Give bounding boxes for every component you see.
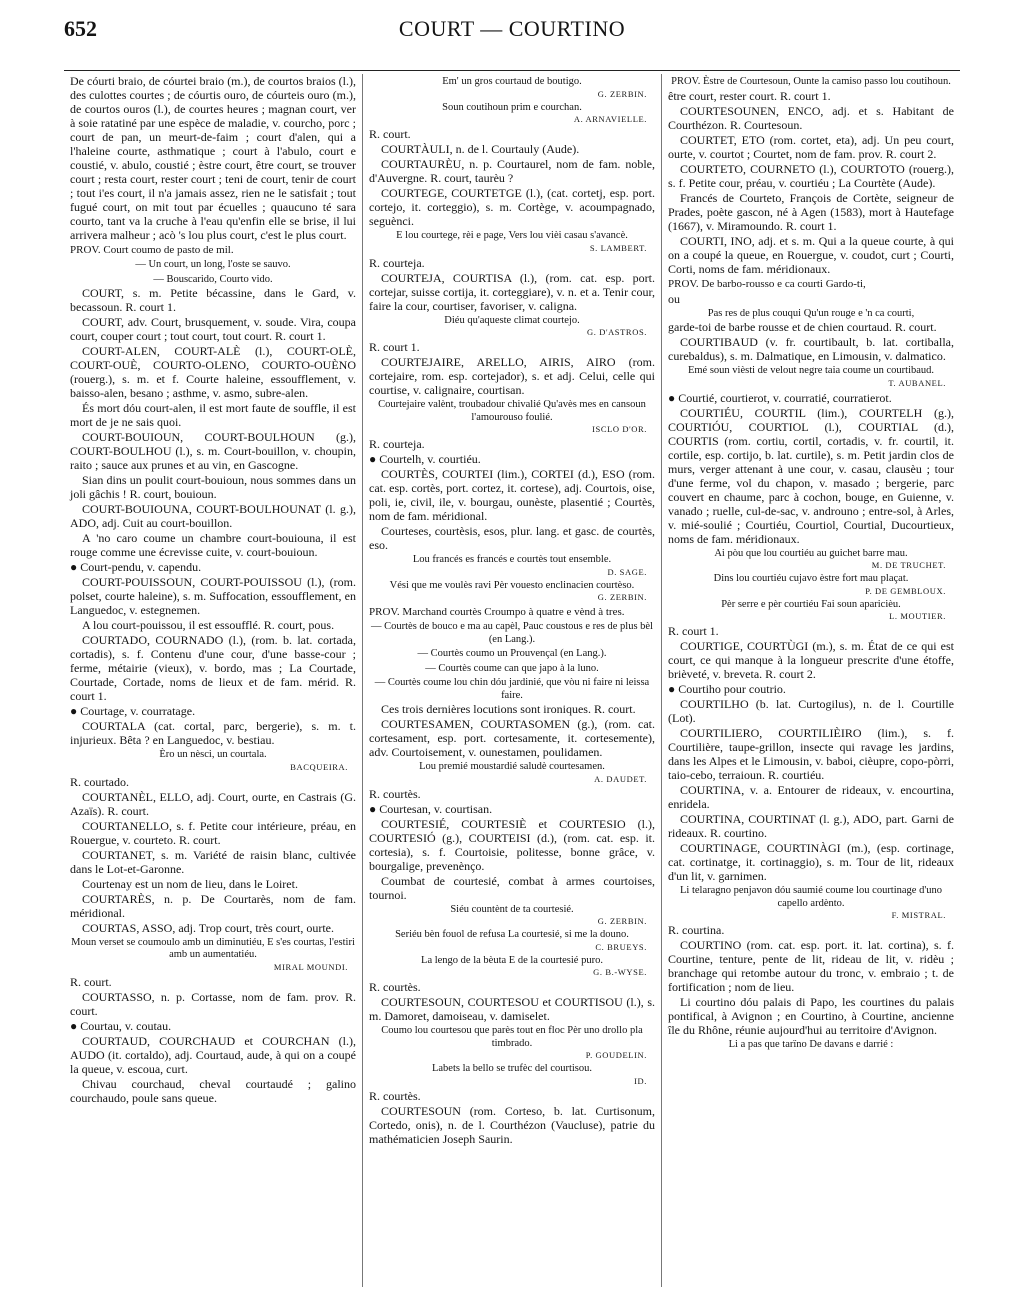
column-2	[362, 74, 661, 1287]
proverb: PROV. De barbo-rousso e ca courti Gardo-ti,	[668, 277, 866, 290]
dictionary-entry: COURTINA, v. a. Entourer de rideaux, v. encourtina, enridela.	[668, 783, 954, 811]
cross-reference: ● Courtau, v. coutau.	[70, 1018, 172, 1033]
dictionary-entry: R. court.	[70, 974, 112, 989]
quotation-line: Emé soun vièsti de velout negre taia coume un courtibaud.	[687, 365, 935, 376]
dictionary-entry: Courtenay est un nom de lieu, dans le Loiret.	[82, 876, 298, 891]
quotation-author: MIRAL MOUNDI.	[273, 961, 348, 972]
dictionary-entry: COURT, s. m. Petite bécassine, dans le Gard, v. becassoun. R. court 1.	[70, 286, 356, 314]
quotation-line: — Un court, un long, l'oste se sauvo.	[135, 259, 291, 270]
header-rule	[64, 70, 960, 71]
dictionary-entry: R. courtès.	[369, 786, 421, 801]
dictionary-entry: COURTASSO, n. p. Cortasse, nom de fam. prov. R. court.	[70, 989, 356, 1018]
quotation-line: Coumo lou courtesou que parès tout en floc Pèr uno drollo pla timbrado.	[381, 1025, 643, 1049]
dictionary-entry: És mort dóu court-alen, il est mort faute de souffle, il est mort de je ne sais quoi.	[70, 401, 356, 429]
quotation-author: A. DAUDET.	[594, 773, 647, 784]
quotation-author: D. SAGE.	[607, 566, 647, 577]
dictionary-entry: R. court.	[369, 127, 411, 141]
dictionary-entry: A lou court-pouissou, il est essoufflé. R. court, pous.	[82, 618, 335, 632]
dictionary-entry: COURT-BOUIOUN, COURT-BOULHOUN (g.), COURT-BOULHOU (l.), s. m. Court-bouillon, v. choupin, raito ; sauce aux prunes et au vin, en Gascogne.	[70, 430, 356, 472]
quotation-author: G. ZERBIN.	[597, 88, 647, 99]
quotation-author: L. MOUTIER.	[889, 611, 946, 621]
dictionary-entry: COURTESOUNEN, ENCO, adj. et s. Habitant de Courthézon. R. Courtesoun.	[668, 103, 954, 132]
dictionary-entry: COURTEJAIRE, ARELLO, AIRIS, AIRO (rom. cortejaire, rom. esp. cortejador), s. et adj. Celui, celle qui courtise, v. calignaire, courtisan.	[369, 355, 655, 397]
quotation-line: Pas res de plus couqui Qu'un rouge e 'n ca courti,	[707, 307, 915, 319]
quotation-line: Moun verset se coumoulo amb un diminutiéu, E s'es courtas, l'estiri amb un aumentatiéu.	[71, 936, 355, 960]
quotation-line: Em' un gros courtaud de boutigo.	[442, 76, 582, 87]
quotation-author: M. DE TRUCHET.	[871, 560, 946, 570]
quotation-line: — Courtès coume lou chin dóu jardinié, que vòu ni faire ni leissa faire.	[374, 677, 650, 701]
dictionary-entry: COURTINO (rom. cat. esp. port. it. lat. cortina), s. f. Courtine, tenture, pente de lit, rideau de lit, v. ridèu ; branchage qui retombe autour du tronc, v. embraio ; t. de fortification ; nom de lieu.	[668, 938, 954, 994]
text-columns	[64, 74, 960, 1287]
quotation-author: P. DE GEMBLOUX.	[865, 585, 946, 596]
quotation-line: Lou premié moustardié saludè courtesamen.	[419, 761, 605, 772]
quotation-author: C. BRUEYS.	[595, 941, 647, 952]
dictionary-entry: COURTÈS, COURTEI (lim.), CORTEI (d.), ESO (rom. cat. esp. cortès, port. cortez, it. cortese), adj. Courtois, oise, poli, ie, civil, ile, v. bourgau, ounèste, plasentié ; Courtès, nom de fam. méridional.	[369, 467, 655, 523]
cross-reference: ● Courtesan, v. courtisan.	[369, 801, 493, 816]
quotation-line: E lou courtege, rèi e page, Vers lou vièi casau s'avancè.	[396, 230, 628, 241]
dictionary-entry: COURTET, ETO (rom. cortet, eta), adj. Un peu court, ourte, v. courtot ; Courtet, nom de fam. prov. R. court 2.	[668, 132, 954, 161]
page-number: 652	[64, 16, 97, 41]
dictionary-entry: COURTIÉU, COURTIL (lim.), COURTELH (g.), COURTIÓU, COURTIOL (l.), COURTIAL (d.), COURTIS (rom. cortiu, cortil, cortadis, v. fr. courtil, it. cortile, esp. cortijo, b. lat. curtile), s. m. Petit jardin clos de murs, verger attenant à une cour, v. casau, clausèu ; tour d'une ferme, vol du chapon, v. masado ; bergerie, parc couvert en chaume, parc à cochon, bouge, en Guienne, v. vanado ; ruelle, cul-de-sac, v. androuno ; entre-sol, à Arles, v. mié-soulié ; Courtiéu, Courtiol, Courtial, Ducourtieux, noms de fam. méridionaux.	[668, 405, 954, 546]
running-head: COURT — COURTINO	[398, 16, 626, 41]
cross-reference: ● Courtelh, v. courtiéu.	[369, 452, 481, 466]
dictionary-entry: COURTANELLO, s. f. Petite cour intérieure, préau, en Rouergue, v. courteto. R. court.	[70, 818, 356, 847]
column-3	[661, 74, 960, 1287]
quotation-author: P. GOUDELIN.	[585, 1050, 647, 1060]
dictionary-entry: COURTILHO (b. lat. Curtogilus), n. de l. Courtille (Lot).	[668, 697, 954, 725]
dictionary-entry: COURT-POUISSOUN, COURT-POUISSOU (l.), (rom. polset, courte haleine), s. m. Suffocation, essoufflement, en Languedoc, v. estegnemen.	[70, 575, 356, 617]
dictionary-entry: COURTANET, s. m. Variété de raisin blanc, cultivée dans le Lot-et-Garonne.	[70, 847, 356, 876]
quotation-author: ID.	[634, 1075, 647, 1086]
dictionary-entry: COURTANÈL, ELLO, adj. Court, ourte, en Castrais (G. Azaïs). R. court.	[70, 789, 356, 818]
quotation-line: — Courtès de bouco e ma au capèl, Pauc coustous e res de plus bèl (en Lang.).	[371, 621, 653, 645]
dictionary-entry: R. courtès.	[369, 1088, 421, 1103]
quotation-author: G. D'ASTROS.	[587, 327, 647, 337]
quotation-author: T. AUBANEL.	[888, 377, 946, 388]
dictionary-entry: COURTIGE, COURTÙGI (m.), s. m. État de ce qui est court, ce qui manque à la longueur prescrite d'une étoffe, brièveté, v. breveta. R. court 2.	[668, 639, 954, 681]
dictionary-entry: COURT-ALEN, COURT-ALÈ (l.), COURT-OLÈ, COURT-OUÈ, COURTO-OLENO, COURTO-OUÈNO (rouerg.), s. m. et f. Courte haleine, essoufflement, v. baisso-alen, besano ; asthme, v. asmo, subre-alen.	[70, 344, 356, 400]
dictionary-entry: Francés de Courteto, François de Cortète, seigneur de Prades, poète gascon, né à Agen (1583), mort à Hautefage (1667), v. Miramoundo. R. court 1.	[668, 190, 954, 233]
quotation-line: Li a pas que tarïno De davans e darrié :	[728, 1039, 894, 1050]
quotation-line: Seriéu bèn fouol de refusa La courtesié, si me la douno.	[395, 929, 629, 940]
dictionary-entry: Courteses, courtèsis, esos, plur. lang. et gasc. de courtès, eso.	[369, 524, 655, 552]
dictionary-entry: Li courtino dóu palais di Papo, les courtines du palais pontifical, à Avignon ; en Courtino, à Courtine, ancienne île du Rhône, réunie aujourd'hui au territoire d'Avignon.	[668, 995, 954, 1037]
cross-reference: ● Courtage, v. courratage.	[70, 704, 196, 718]
dictionary-entry: COURTESIÉ, COURTESIÈ et COURTESIO (l.), COURTESIÓ (g.), COURTEISI (d.), (rom. cat. esp. it. cortesia), s. f. Courtoisie, politesse, bonne grâce, v. bourgalige, prevenènço.	[369, 816, 655, 873]
quotation-line: Lou francés es francés e courtès tout ensemble.	[412, 554, 612, 565]
quotation-author: G. ZERBIN.	[597, 916, 647, 926]
dictionary-entry: R. courteja.	[369, 437, 425, 451]
quotation-line: Pèr serre e pèr courtiéu Fai soun aparicièu.	[721, 598, 901, 610]
quotation-line: Ai pòu que lou courtiéu au guichet barre mau.	[714, 547, 908, 559]
dictionary-entry: Sian dins un poulit court-bouioun, nous sommes dans un joli gâchis ! R. court, bouioun.	[70, 473, 356, 501]
dictionary-entry: COURTAS, ASSO, adj. Trop court, très court, ourte.	[82, 920, 334, 935]
quotation-author: A. ARNAVIELLE.	[573, 114, 647, 124]
dictionary-entry: R. courtado.	[70, 774, 129, 789]
quotation-line: — Courtès coume can que japo à la luno.	[425, 662, 599, 674]
dictionary-entry: COURTINA, COURTINAT (l. g.), ADO, part. Garni de rideaux. R. courtino.	[668, 812, 954, 840]
quotation-line: Labets la bello se trufèc del courtisou.	[431, 1063, 593, 1074]
quotation-line: Courtejaire valènt, troubadour chivalié Qu'avès mes en cansoun l'amourouso foulié.	[378, 399, 646, 423]
dictionary-entry: COURTADO, COURNADO (l.), (rom. b. lat. cortada, cortadis), s. f. Contenu d'une cour, d'une basse-cour ; ferme, métairie (vieux), v. bordo, mas ; La Courtade, Courtade, Cortade, noms de lieux et de fam. mérid. R. court 1.	[70, 633, 356, 703]
dictionary-entry: COURT-BOUIOUNA, COURT-BOULHOUNAT (l. g.), ADO, adj. Cuit au court-bouillon.	[70, 502, 356, 530]
quotation-line: Siéu countènt de ta courtesié.	[450, 903, 574, 915]
dictionary-entry: Coumbat de courtesié, combat à armes courtoises, tournoi.	[369, 873, 655, 902]
dictionary-entry: COURTAUD, COURCHAUD et COURCHAN (l.), AUDO (it. cortaldo), adj. Courtaud, aude, à qui on a coupé la queue, v. escoua, curt.	[70, 1033, 356, 1076]
proverb: PROV. Marchand courtès Croumpo à quatre e vènd à tres.	[369, 606, 625, 618]
dictionary-entry: R. courteja.	[369, 255, 425, 270]
dictionary-entry: R. courtina.	[668, 923, 725, 937]
dictionary-entry: A 'no caro coume un chambre court-bouiouna, il est rouge comme une écrevisse cuite, v. court-bouioun.	[70, 531, 356, 559]
quotation-line: Dins lou courtiéu cujavo èstre fort mau plaçat.	[713, 573, 909, 584]
quotation-author: S. LAMBERT.	[589, 242, 647, 253]
dictionary-entry: R. court 1.	[668, 624, 719, 638]
quotation-author: F. MISTRAL.	[891, 910, 946, 920]
dictionary-entry: COURTINAGE, COURTINÀGI (m.), (esp. cortinage, cat. cortinatge, it. cortinaggio), s. m. Tour de lit, rideaux d'un lit, v. garnimen.	[668, 841, 954, 883]
dictionary-entry: COURTI, INO, adj. et s. m. Qui a la queue courte, à qui on a coupé la queue, en Rouergue, v. coudot, curt ; Courti, Corti, noms de fam. méridionaux.	[668, 233, 954, 276]
cross-reference: ● Courtiho pour coutrio.	[668, 682, 786, 696]
cross-reference: ● Court-pendu, v. capendu.	[70, 560, 202, 574]
quotation-author: G. ZERBIN.	[597, 592, 647, 602]
proverb: PROV. Court coumo de pasto de mil.	[70, 244, 234, 256]
dictionary-entry: être court, rester court. R. court 1.	[668, 88, 831, 103]
dictionary-entry: COURTETO, COURNETO (l.), COURTOTO (rouerg.), s. f. Petite cour, préau, v. courtiéu ; La Courtète (Aude).	[668, 161, 954, 190]
dictionary-entry: R. court 1.	[369, 340, 420, 354]
dictionary-entry: COURTÀULI, n. de l. Courtauly (Aude).	[381, 142, 580, 156]
dictionary-entry: COURTESOUN, COURTESOU et COURTISOU (l.), s. m. Damoret, damoiseau, v. damiselet.	[369, 995, 655, 1023]
quotation-line: La lengo de la bèuta E de la courtesié puro.	[421, 954, 603, 966]
dictionary-entry: COURTEGE, COURTETGE (l.), (cat. cortetj, esp. port. cortejo, it. corteggio), s. m. Cortège, v. acoumpagnado, seguènci.	[369, 186, 655, 228]
dictionary-entry: R. courtès.	[369, 980, 421, 994]
dictionary-entry: Ces trois dernières locutions sont ironiques. R. court.	[381, 702, 636, 716]
quotation-line: Diéu qu'aqueste climat courtejo.	[444, 314, 580, 326]
dictionary-entry: Chivau courchaud, cheval courtaudé ; galino courchaudo, poule sans queue.	[70, 1076, 356, 1105]
page-header	[64, 16, 960, 56]
quotation-line: Li telaragno penjavon dóu saumié coume lou courtinage d'uno capello ardènto.	[680, 885, 942, 909]
dictionary-entry: COURT, adv. Court, brusquement, v. soude. Vira, coupa court, couper court ; tout court, tout court. R. court 1.	[70, 315, 356, 343]
quotation-line: — Bouscarido, Courto vido.	[153, 273, 273, 285]
quotation-line: Vési que me voulès ravi Pèr vouesto enclinacien courtèso.	[389, 579, 635, 591]
dictionary-entry: COURTESOUN (rom. Corteso, b. lat. Curtisonum, Cortedo, onis), n. de l. Courthézon (Vaucluse), patrie du mathématicien Joseph Saurin.	[369, 1103, 655, 1146]
dictionary-entry: COURTIBAUD (v. fr. courtibault, b. lat. cortiballa, curebaldus), s. m. Dalmatique, en Limousin, v. dalmatico.	[668, 335, 954, 363]
dictionary-entry: ou	[668, 291, 680, 306]
dictionary-entry: garde-toi de barbe rousse et de chien courtaud. R. court.	[668, 320, 937, 334]
quotation-line: Soun coutihoun prim e courchan.	[442, 101, 582, 113]
quotation-author: BACQUEIRA.	[290, 761, 348, 772]
cross-reference: ● Courtié, courtierot, v. courratié, courratierot.	[668, 390, 892, 405]
quotation-line: — Courtès coumo un Prouvençal (en Lang.).	[417, 648, 607, 659]
quotation-line: PROV. Èstre de Courtesoun, Ounte la camiso passo lou coutihoun.	[671, 76, 951, 87]
dictionary-entry: COURTILIERO, COURTILIÈIRO (lim.), s. f. Courtilière, taupe-grillon, insecte qui ravage les jardins, dans les Alpes et le Limousin, v. baboi, cièupre, copo-pòrri, taio-cebo, terraioun. R. courtiéu.	[668, 726, 954, 782]
column-1	[64, 74, 362, 1287]
dictionary-entry: COURTEJA, COURTISA (l.), (rom. cat. esp. port. cortejar, suisse cortija, it. corteggiare), v. n. et a. Tenir cour, faire la cour, courtiser, favoriser, v. caligna.	[369, 270, 655, 313]
dictionary-entry: COURTALA (cat. cortal, parc, bergerie), s. m. t. injurieux. Bêta ? en Languedoc, v. bestiau.	[70, 719, 356, 747]
dictionary-entry: COURTESAMEN, COURTASOMEN (g.), (rom. cat. cortesament, esp. port. cortesamente, it. cortesemente), adv. Courtoisement, v. ounestamen, poulidamen.	[369, 717, 655, 759]
quotation-author: ISCLO D'OR.	[592, 424, 647, 434]
quotation-line: Èro un nèsci, un courtala.	[159, 749, 267, 760]
dictionary-entry: COURTARÈS, n. p. De Courtarès, nom de fam. méridional.	[70, 891, 356, 920]
dictionary-entry: COURTAURÈU, n. p. Courtaurel, nom de fam. noble, d'Auvergne. R. court, taurèu ?	[369, 157, 655, 185]
dictionary-entry: De cóurti braio, de cóurtei braio (m.), de courtos braios (l.), des culottes courtes ; de cóurtis ouro, de cóurteis ouro (m.), de courtos ouros (l.), de courtes heures ; magnan court, ver à soie ratatiné par une espèce de maladie, v. courcho, porc ; court de pan, un meurt-de-faim ; court d'alen, qui a l'haleine courte, asthmatique ; court à l'abulo, court e coustié, v. abulo, coustié ; èstre court, être court, se trouver court ; resta court, rester court ; teni de court, tenir de court ; tout i'es court, il n'a jamais assez, rien ne le satisfait ; tout fugué court, on mit tout par écuelles ; quaucuno té sara courto, tant va la cruche à l'eau qu'enfin elle se brise, il lui arrivera malheur ; acò 's lou plus court, c'est le plus court.	[70, 74, 356, 242]
quotation-author: G. B.-WYSE.	[593, 967, 647, 977]
